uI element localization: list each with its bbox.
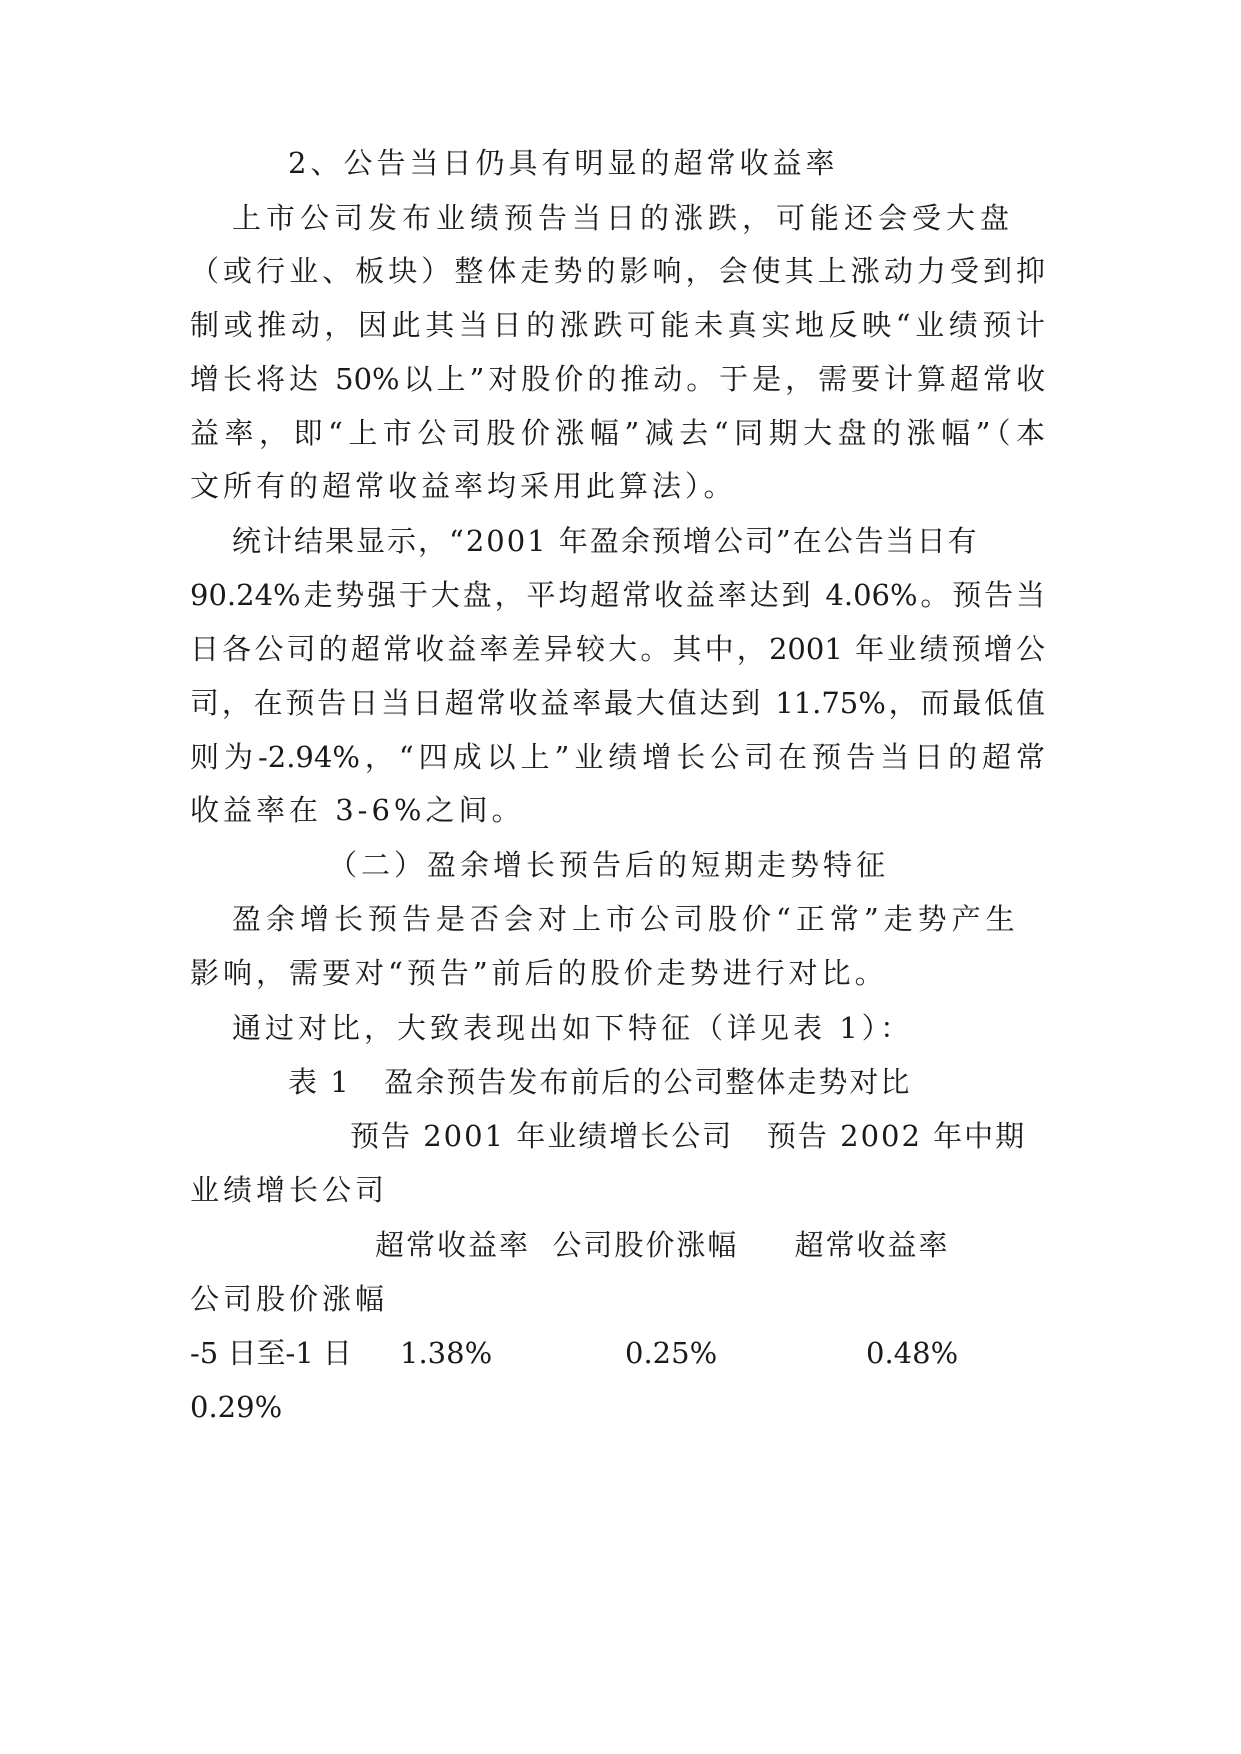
table-header-columns-wrap: 公司股价涨幅 <box>190 1282 389 1316</box>
table-cell: 0.25% <box>625 1336 718 1370</box>
table-cell: 0.48% <box>866 1336 959 1370</box>
table-cell: 0.29% <box>190 1390 283 1424</box>
paragraph-line: 增长将达 50%以上”对股价的推动。于是，需要计算超常收 <box>190 362 1045 396</box>
table-cell: 1.38% <box>400 1336 493 1370</box>
table-caption: 表 1 盈余预告发布前后的公司整体走势对比 <box>288 1065 912 1099</box>
paragraph-line: 司，在预告日当日超常收益率最大值达到 11.75%，而最低值 <box>190 686 1045 720</box>
paragraph-line: （或行业、板块）整体走势的影响，会使其上涨动力受到抑 <box>190 254 1045 288</box>
table-header-groups-wrap: 业绩增长公司 <box>190 1173 389 1207</box>
paragraph-line: 通过对比，大致表现出如下特征（详见表 1）： <box>232 1011 914 1045</box>
section-heading: 2、公告当日仍具有明显的超常收益率 <box>288 146 839 180</box>
table-header-groups: 预告 2001 年业绩增长公司 预告 2002 年中期 <box>350 1119 1027 1153</box>
paragraph-line: 日各公司的超常收益率差异较大。其中，2001 年业绩预增公 <box>190 632 1045 666</box>
paragraph-line: 制或推动，因此其当日的涨跌可能未真实地反映“业绩预计 <box>190 308 1045 342</box>
paragraph-line: 统计结果显示，“2001 年盈余预增公司”在公告当日有 <box>232 524 979 558</box>
section-heading: （二）盈余增长预告后的短期走势特征 <box>328 848 890 882</box>
paragraph-line: 益率，即“上市公司股价涨幅”减去“同期大盘的涨幅”（本 <box>190 416 1045 450</box>
paragraph-line: 盈余增长预告是否会对上市公司股价“正常”走势产生 <box>232 902 1020 936</box>
paragraph-line: 90.24%走势强于大盘，平均超常收益率达到 4.06%。预告当 <box>190 578 1045 612</box>
paragraph-line: 文所有的超常收益率均采用此算法）。 <box>190 469 737 503</box>
table-header-columns: 超常收益率 公司股价涨幅 超常收益率 <box>375 1228 950 1262</box>
paragraph-line: 则为-2.94%，“四成以上”业绩增长公司在预告当日的超常 <box>190 740 1045 774</box>
paragraph-line: 影响，需要对“预告”前后的股价走势进行对比。 <box>190 956 888 990</box>
paragraph-line: 收益率在 3-6%之间。 <box>190 793 525 827</box>
paragraph-line: 上市公司发布业绩预告当日的涨跌，可能还会受大盘 <box>232 201 1015 235</box>
table-row-label: -5 日至-1 日 <box>190 1336 352 1370</box>
